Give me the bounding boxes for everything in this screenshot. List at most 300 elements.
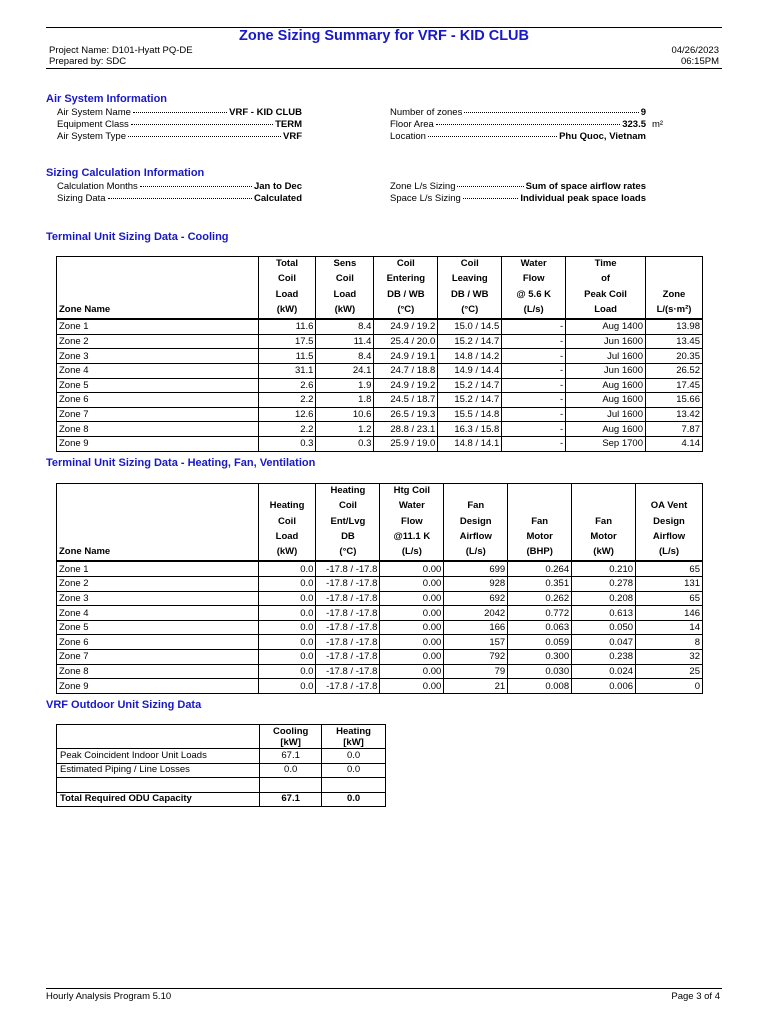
heating-cell: 0.00 (380, 679, 444, 694)
odu-row (57, 749, 386, 764)
cooling-cell: 25.9 / 19.0 (374, 436, 438, 451)
odu-cooling-header-l2: [kW] (280, 737, 301, 748)
cooling-cell: 15.2 / 14.7 (438, 378, 502, 393)
cooling-header-row (57, 303, 703, 319)
cooling-cell: 31.1 (258, 363, 316, 378)
cooling-cell: 13.98 (646, 319, 703, 334)
heating-header-cell (444, 484, 508, 500)
cooling-cell: 15.66 (646, 393, 703, 408)
cooling-cell: Jun 1600 (566, 363, 646, 378)
heating-header-row (57, 499, 703, 514)
cooling-cell: 16.3 / 15.8 (438, 422, 502, 437)
cooling-cell: - (502, 407, 566, 422)
cooling-cell: 1.8 (316, 393, 374, 408)
heating-header-cell: Load (258, 530, 316, 545)
cooling-header-cell: Zone (646, 288, 703, 303)
table-row (57, 650, 703, 665)
heating-zone-name: Zone 7 (57, 650, 259, 665)
cooling-header-row (57, 272, 703, 287)
table-row (57, 349, 703, 364)
report-title: Zone Sizing Summary for VRF - KID CLUB (238, 28, 529, 44)
number-of-zones-label: Number of zones (390, 107, 463, 118)
heating-zone-name: Zone 2 (57, 577, 259, 592)
odu-heading: VRF Outdoor Unit Sizing Data (46, 699, 202, 711)
cooling-header-cell: (°C) (438, 303, 502, 319)
heating-cell: 928 (444, 577, 508, 592)
heating-cell: -17.8 / -17.8 (316, 635, 380, 650)
cooling-header-cell: Coil (374, 257, 438, 273)
heating-cell: 0.772 (508, 606, 572, 621)
heating-header-cell: (kW) (258, 545, 316, 561)
cooling-cell: Aug 1600 (566, 378, 646, 393)
location-row (390, 131, 646, 142)
heating-header-row (57, 484, 703, 500)
heating-header-cell: OA Vent (636, 499, 703, 514)
heating-cell: 0.262 (508, 591, 572, 606)
cooling-zone-name: Zone 6 (57, 393, 259, 408)
table-row (57, 407, 703, 422)
heating-header-row (57, 530, 703, 545)
cooling-heading: Terminal Unit Sizing Data - Cooling (46, 231, 229, 243)
odu-heating-header-l2: [kW] (343, 737, 364, 748)
odu-total-heating: 0.0 (322, 792, 386, 807)
heating-header-cell: (BHP) (508, 545, 572, 561)
heating-header-cell: Flow (380, 515, 444, 530)
odu-blank-corner (57, 725, 260, 749)
cooling-header-cell: Water (502, 257, 566, 273)
table-row (57, 363, 703, 378)
heating-cell: 32 (636, 650, 703, 665)
table-row (57, 591, 703, 606)
cooling-zone-name: Zone 4 (57, 363, 259, 378)
heating-cell: 0.278 (572, 577, 636, 592)
number-of-zones-value: 9 (640, 107, 646, 118)
odu-spacer-row (57, 778, 386, 793)
heating-header-cell (57, 530, 259, 545)
odu-heating-header (322, 725, 386, 749)
heating-header-cell (572, 484, 636, 500)
heating-header-cell: Airflow (444, 530, 508, 545)
heating-cell: 2042 (444, 606, 508, 621)
cooling-cell: 17.5 (258, 334, 316, 349)
cooling-header-cell: L/(s·m²) (646, 303, 703, 319)
cooling-zone-name: Zone 2 (57, 334, 259, 349)
heating-header-cell: Motor (508, 530, 572, 545)
heating-cell: 0.00 (380, 577, 444, 592)
heating-zone-name: Zone 5 (57, 620, 259, 635)
heating-zone-name: Zone 3 (57, 591, 259, 606)
heating-header-row (57, 515, 703, 530)
heating-cell: 0.0 (258, 561, 316, 576)
air-system-name-value: VRF - KID CLUB (229, 107, 302, 118)
cooling-header-cell: Coil (438, 257, 502, 273)
heating-cell: -17.8 / -17.8 (316, 561, 380, 576)
table-row (57, 436, 703, 451)
cooling-cell: 1.2 (316, 422, 374, 437)
heating-cell: 131 (636, 577, 703, 592)
heating-cell: 0.613 (572, 606, 636, 621)
cooling-cell: 2.2 (258, 393, 316, 408)
calc-months-value: Jan to Dec (253, 181, 302, 192)
cooling-zone-name: Zone 9 (57, 436, 259, 451)
table-row (57, 378, 703, 393)
cooling-header-cell: (kW) (316, 303, 374, 319)
odu-row-heating: 0.0 (322, 749, 386, 764)
cooling-zone-name: Zone 5 (57, 378, 259, 393)
cooling-header-cell: Load (316, 288, 374, 303)
number-of-zones-row (390, 107, 646, 118)
heating-header-cell: Fan (444, 499, 508, 514)
cooling-header-cell: DB / WB (438, 288, 502, 303)
cooling-cell: - (502, 334, 566, 349)
cooling-header-cell: Coil (316, 272, 374, 287)
cooling-cell: 14.8 / 14.1 (438, 436, 502, 451)
report-date: 04/26/2023 (671, 45, 719, 56)
odu-heating-header-l1: Heating (336, 726, 371, 737)
cooling-header-cell: (kW) (258, 303, 316, 319)
heating-header-cell: (°C) (316, 545, 380, 561)
cooling-zone-name: Zone 8 (57, 422, 259, 437)
heating-header-cell: (L/s) (444, 545, 508, 561)
heating-cell: 0.024 (572, 664, 636, 679)
heating-header-cell: Fan (572, 515, 636, 530)
odu-row (57, 763, 386, 778)
heating-header-cell: Zone Name (57, 545, 259, 561)
heating-cell: 0.00 (380, 635, 444, 650)
table-row (57, 577, 703, 592)
floor-area-unit: m² (652, 119, 664, 130)
air-system-type-value: VRF (283, 131, 302, 142)
equipment-class-label: Equipment Class (57, 119, 129, 130)
heating-cell: 0.238 (572, 650, 636, 665)
heating-header-cell: Ent/Lvg (316, 515, 380, 530)
heating-header-cell: Htg Coil (380, 484, 444, 500)
cooling-cell: - (502, 422, 566, 437)
heating-header-cell: Design (636, 515, 703, 530)
cooling-cell: Sep 1700 (566, 436, 646, 451)
heating-header-cell: Coil (316, 499, 380, 514)
floor-area-row (390, 119, 664, 130)
air-system-name-row (57, 107, 302, 118)
report-footer (46, 988, 722, 1002)
cooling-cell: 15.2 / 14.7 (438, 334, 502, 349)
cooling-header-cell (57, 257, 259, 273)
cooling-header-cell: Entering (374, 272, 438, 287)
calc-months-label: Calculation Months (57, 181, 138, 192)
heating-cell: 0.264 (508, 561, 572, 576)
heating-cell: -17.8 / -17.8 (316, 679, 380, 694)
heating-cell: 0.050 (572, 620, 636, 635)
heating-header-cell: (kW) (572, 545, 636, 561)
heating-cell: 0.0 (258, 635, 316, 650)
heating-cell: 0.300 (508, 650, 572, 665)
report-time: 06:15PM (680, 56, 719, 67)
odu-row-heating: 0.0 (322, 763, 386, 778)
cooling-header-cell: Time (566, 257, 646, 273)
cooling-cell: - (502, 349, 566, 364)
zone-ls-sizing-row (390, 181, 646, 192)
page-number: Page 3 of 4 (671, 991, 720, 1002)
heating-cell: 0.059 (508, 635, 572, 650)
program-name: Hourly Analysis Program 5.10 (46, 991, 172, 1002)
cooling-cell: - (502, 363, 566, 378)
location-value: Phu Quoc, Vietnam (559, 131, 646, 142)
heating-header-cell (57, 484, 259, 500)
cooling-cell: 24.7 / 18.8 (374, 363, 438, 378)
heating-cell: 14 (636, 620, 703, 635)
heating-header-cell: Heating (258, 499, 316, 514)
heating-cell: 65 (636, 591, 703, 606)
space-ls-sizing-row (390, 193, 646, 204)
heating-zone-name: Zone 6 (57, 635, 259, 650)
cooling-header-row (57, 288, 703, 303)
table-row (57, 606, 703, 621)
cooling-cell: Jul 1600 (566, 407, 646, 422)
heating-cell: 0.00 (380, 606, 444, 621)
heating-cell: 792 (444, 650, 508, 665)
cooling-header-cell (646, 272, 703, 287)
heating-cell: 79 (444, 664, 508, 679)
cooling-cell: 11.4 (316, 334, 374, 349)
heating-cell: 0 (636, 679, 703, 694)
odu-row-label: Estimated Piping / Line Losses (57, 763, 260, 778)
cooling-cell: 26.52 (646, 363, 703, 378)
sizing-data-value: Calculated (253, 193, 302, 204)
heating-cell: 0.006 (572, 679, 636, 694)
cooling-cell: 13.42 (646, 407, 703, 422)
odu-row-cooling: 0.0 (260, 763, 322, 778)
cooling-cell: 17.45 (646, 378, 703, 393)
heating-cell: 0.0 (258, 577, 316, 592)
table-row (57, 393, 703, 408)
project-name: Project Name: D101-Hyatt PQ-DE (49, 45, 193, 56)
equipment-class-value: TERM (275, 119, 302, 130)
heating-table (56, 483, 703, 694)
cooling-cell: 15.5 / 14.8 (438, 407, 502, 422)
heating-header-cell (572, 499, 636, 514)
cooling-cell: 25.4 / 20.0 (374, 334, 438, 349)
heating-cell: 0.0 (258, 620, 316, 635)
heating-header-cell: (L/s) (636, 545, 703, 561)
cooling-header-cell: Leaving (438, 272, 502, 287)
odu-table (56, 724, 386, 807)
space-ls-sizing-value: Individual peak space loads (520, 193, 646, 204)
cooling-cell: - (502, 378, 566, 393)
table-row (57, 561, 703, 576)
sizing-data-row (57, 193, 302, 204)
floor-area-label: Floor Area (390, 119, 434, 130)
cooling-cell: 24.9 / 19.2 (374, 319, 438, 334)
cooling-cell: 2.2 (258, 422, 316, 437)
heating-header-cell: Airflow (636, 530, 703, 545)
sizing-data-label: Sizing Data (57, 193, 106, 204)
cooling-header-row (57, 257, 703, 273)
heating-cell: 0.0 (258, 591, 316, 606)
cooling-header-cell: @ 5.6 K (502, 288, 566, 303)
cooling-cell: Aug 1600 (566, 422, 646, 437)
heating-cell: 146 (636, 606, 703, 621)
sizing-calc-heading: Sizing Calculation Information (46, 167, 205, 179)
heating-header-cell: Design (444, 515, 508, 530)
cooling-cell: 24.9 / 19.1 (374, 349, 438, 364)
cooling-header-cell (57, 272, 259, 287)
cooling-header-cell: Load (566, 303, 646, 319)
air-system-heading: Air System Information (46, 93, 168, 105)
heating-cell: 0.008 (508, 679, 572, 694)
heating-zone-name: Zone 8 (57, 664, 259, 679)
cooling-cell: - (502, 393, 566, 408)
cooling-cell: 4.14 (646, 436, 703, 451)
table-row (57, 679, 703, 694)
heating-cell: 8 (636, 635, 703, 650)
table-row (57, 334, 703, 349)
odu-total-row (57, 792, 386, 807)
air-system-name-label: Air System Name (57, 107, 131, 118)
cooling-header-cell (57, 288, 259, 303)
cooling-cell: 14.9 / 14.4 (438, 363, 502, 378)
cooling-cell: 12.6 (258, 407, 316, 422)
cooling-cell: 13.45 (646, 334, 703, 349)
equipment-class-row (57, 119, 302, 130)
heating-cell: -17.8 / -17.8 (316, 664, 380, 679)
heating-header-cell: DB (316, 530, 380, 545)
heating-cell: -17.8 / -17.8 (316, 650, 380, 665)
cooling-cell: 10.6 (316, 407, 374, 422)
heating-cell: 0.00 (380, 591, 444, 606)
cooling-cell: 11.5 (258, 349, 316, 364)
heating-header-cell: Motor (572, 530, 636, 545)
heating-cell: 0.0 (258, 606, 316, 621)
floor-area-value: 323.5 (622, 119, 646, 130)
cooling-cell: 0.3 (258, 436, 316, 451)
cooling-header-cell: Zone Name (57, 303, 259, 319)
heating-cell: 0.210 (572, 561, 636, 576)
cooling-header-cell: Sens (316, 257, 374, 273)
table-row (57, 635, 703, 650)
zone-ls-sizing-value: Sum of space airflow rates (525, 181, 646, 192)
heating-header-cell (636, 484, 703, 500)
heating-header-cell: Heating (316, 484, 380, 500)
cooling-header-cell: Flow (502, 272, 566, 287)
heating-cell: 699 (444, 561, 508, 576)
odu-total-label: Total Required ODU Capacity (57, 792, 260, 807)
heating-cell: 0.0 (258, 664, 316, 679)
cooling-header-cell: (L/s) (502, 303, 566, 319)
heating-cell: 0.0 (258, 650, 316, 665)
heating-header-cell (57, 499, 259, 514)
cooling-zone-name: Zone 1 (57, 319, 259, 334)
zone-ls-sizing-label: Zone L/s Sizing (390, 181, 456, 192)
table-row (57, 422, 703, 437)
cooling-cell: Jul 1600 (566, 349, 646, 364)
heating-cell: -17.8 / -17.8 (316, 591, 380, 606)
cooling-cell: Aug 1400 (566, 319, 646, 334)
heating-cell: 692 (444, 591, 508, 606)
cooling-cell: Jun 1600 (566, 334, 646, 349)
heating-header-row (57, 545, 703, 561)
heating-header-cell (508, 484, 572, 500)
heating-cell: -17.8 / -17.8 (316, 577, 380, 592)
cooling-cell: 26.5 / 19.3 (374, 407, 438, 422)
heating-header-cell: Coil (258, 515, 316, 530)
cooling-header-cell: Peak Coil (566, 288, 646, 303)
cooling-table (56, 256, 703, 452)
heating-cell: 0.030 (508, 664, 572, 679)
cooling-zone-name: Zone 7 (57, 407, 259, 422)
odu-cooling-header-l1: Cooling (272, 726, 309, 737)
heating-cell: 0.351 (508, 577, 572, 592)
cooling-cell: 2.6 (258, 378, 316, 393)
odu-row-label: Peak Coincident Indoor Unit Loads (57, 749, 260, 764)
heating-cell: 0.208 (572, 591, 636, 606)
odu-row-cooling: 67.1 (260, 749, 322, 764)
table-row (57, 664, 703, 679)
cooling-header-cell: DB / WB (374, 288, 438, 303)
heating-header-cell: @11.1 K (380, 530, 444, 545)
cooling-cell: 8.4 (316, 319, 374, 334)
heating-zone-name: Zone 1 (57, 561, 259, 576)
heating-cell: 0.0 (258, 679, 316, 694)
prepared-by: Prepared by: SDC (49, 56, 127, 67)
heating-header-cell: Water (380, 499, 444, 514)
cooling-header-cell: Load (258, 288, 316, 303)
cooling-cell: 15.2 / 14.7 (438, 393, 502, 408)
heating-cell: 166 (444, 620, 508, 635)
cooling-header-cell: Coil (258, 272, 316, 287)
cooling-zone-name: Zone 3 (57, 349, 259, 364)
odu-total-cooling: 67.1 (260, 792, 322, 807)
table-row (57, 319, 703, 334)
table-row (57, 620, 703, 635)
heating-cell: -17.8 / -17.8 (316, 606, 380, 621)
cooling-cell: 15.0 / 14.5 (438, 319, 502, 334)
cooling-cell: 11.6 (258, 319, 316, 334)
report-header (46, 27, 722, 69)
odu-spacer-cell (260, 778, 322, 793)
heating-cell: 0.00 (380, 620, 444, 635)
cooling-header-cell: Total (258, 257, 316, 273)
heating-cell: 0.00 (380, 664, 444, 679)
air-system-type-label: Air System Type (57, 131, 126, 142)
heating-zone-name: Zone 9 (57, 679, 259, 694)
heating-header-cell (508, 499, 572, 514)
cooling-cell: 24.1 (316, 363, 374, 378)
calc-months-row (57, 181, 302, 192)
heating-cell: 157 (444, 635, 508, 650)
heating-cell: 0.047 (572, 635, 636, 650)
heating-cell: 65 (636, 561, 703, 576)
cooling-cell: 24.9 / 19.2 (374, 378, 438, 393)
odu-spacer-cell (322, 778, 386, 793)
heating-cell: 25 (636, 664, 703, 679)
cooling-cell: 14.8 / 14.2 (438, 349, 502, 364)
cooling-cell: 8.4 (316, 349, 374, 364)
heating-header-cell (57, 515, 259, 530)
heating-heading: Terminal Unit Sizing Data - Heating, Fan, Ventilation (46, 457, 316, 469)
odu-cooling-header (260, 725, 322, 749)
air-system-type-row (57, 131, 302, 142)
cooling-cell: 24.5 / 18.7 (374, 393, 438, 408)
cooling-cell: 7.87 (646, 422, 703, 437)
space-ls-sizing-label: Space L/s Sizing (390, 193, 461, 204)
cooling-cell: 0.3 (316, 436, 374, 451)
cooling-header-cell: of (566, 272, 646, 287)
heating-header-cell (258, 484, 316, 500)
cooling-cell: 1.9 (316, 378, 374, 393)
odu-spacer-cell (57, 778, 260, 793)
heating-cell: 0.00 (380, 650, 444, 665)
cooling-header-cell (646, 257, 703, 273)
